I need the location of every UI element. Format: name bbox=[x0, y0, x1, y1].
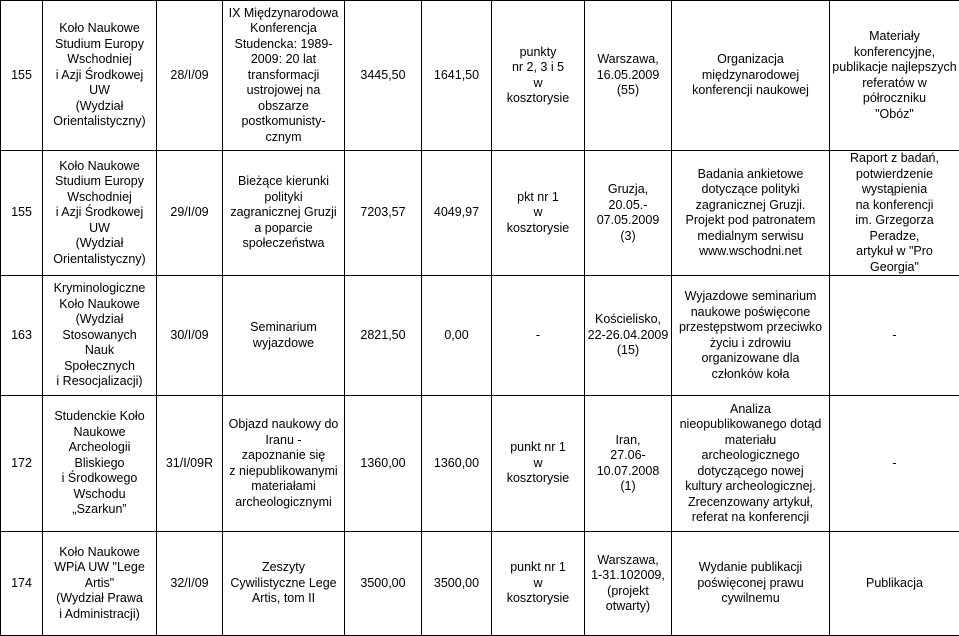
cell-number: 174 bbox=[1, 532, 43, 636]
cell-requested-amount: 3500,00 bbox=[345, 532, 422, 636]
cell-reference: 30/I/09 bbox=[157, 276, 223, 396]
cell-description: Wydanie publikacji poświęconej prawu cywilnemu bbox=[672, 532, 830, 636]
cell-title: Seminarium wyjazdowe bbox=[223, 276, 345, 396]
table-row bbox=[1, 532, 959, 636]
cell-place-date: Warszawa, 16.05.2009 (55) bbox=[585, 1, 672, 151]
cell-place-date: Gruzja, 20.05.- 07.05.2009 (3) bbox=[585, 151, 672, 276]
cell-title: Bieżące kierunki polityki zagranicznej Gruzji a poparcie społeczeństwa bbox=[223, 151, 345, 276]
cell-number: 155 bbox=[1, 1, 43, 151]
cell-outcome: - bbox=[830, 276, 959, 396]
cell-description: Wyjazdowe seminarium naukowe poświęcone przestępstwom przeciwko życiu i zdrowiu organizowane dla członków koła bbox=[672, 276, 830, 396]
cell-granted-amount: 4049,97 bbox=[422, 151, 492, 276]
table-row bbox=[1, 1, 959, 151]
cell-organization: Koło Naukowe Studium Europy Wschodniej i Azji Środkowej UW (Wydział Orientalistyczny) bbox=[43, 1, 157, 151]
cell-description: Analiza nieopublikowanego dotąd materiału archeologicznego dotyczącego nowej kultury archeologicznej. Zrecenzowany artykuł, referat na konferencji bbox=[672, 396, 830, 532]
cell-outcome: Materiały konferencyjne, publikacje najlepszych referatów w półroczniku "Obóz" bbox=[830, 1, 959, 151]
cell-organization: Studenckie Koło Naukowe Archeologii Bliskiego i Środkowego Wschodu „Szarkun” bbox=[43, 396, 157, 532]
cell-description: Organizacja międzynarodowej konferencji naukowej bbox=[672, 1, 830, 151]
cell-title: Zeszyty Cywilistyczne Lege Artis, tom II bbox=[223, 532, 345, 636]
cell-covered-items: pkt nr 1 w kosztorysie bbox=[492, 151, 585, 276]
table-row bbox=[1, 151, 959, 276]
cell-outcome: Publikacja bbox=[830, 532, 959, 636]
cell-requested-amount: 7203,57 bbox=[345, 151, 422, 276]
table-row bbox=[1, 396, 959, 532]
cell-description: Badania ankietowe dotyczące polityki zagranicznej Gruzji. Projekt pod patronatem medialnym serwisu www.wschodni.net bbox=[672, 151, 830, 276]
cell-place-date: Kościelisko, 22-26.04.2009 (15) bbox=[585, 276, 672, 396]
cell-granted-amount: 1360,00 bbox=[422, 396, 492, 532]
cell-organization: Kryminologiczne Koło Naukowe (Wydział Stosowanych Nauk Społecznych i Resocjalizacji) bbox=[43, 276, 157, 396]
cell-granted-amount: 1641,50 bbox=[422, 1, 492, 151]
cell-requested-amount: 2821,50 bbox=[345, 276, 422, 396]
cell-organization: Koło Naukowe WPiA UW "Lege Artis" (Wydział Prawa i Administracji) bbox=[43, 532, 157, 636]
cell-number: 172 bbox=[1, 396, 43, 532]
cell-covered-items: punkt nr 1 w kosztorysie bbox=[492, 532, 585, 636]
cell-number: 155 bbox=[1, 151, 43, 276]
cell-title: Objazd naukowy do Iranu - zapoznanie się z niepublikowanymi materiałami archeologicznymi bbox=[223, 396, 345, 532]
cell-covered-items: - bbox=[492, 276, 585, 396]
cell-place-date: Warszawa, 1-31.102009, (projekt otwarty) bbox=[585, 532, 672, 636]
cell-reference: 28/I/09 bbox=[157, 1, 223, 151]
table-row bbox=[1, 276, 959, 396]
cell-reference: 32/I/09 bbox=[157, 532, 223, 636]
cell-requested-amount: 1360,00 bbox=[345, 396, 422, 532]
cell-reference: 29/I/09 bbox=[157, 151, 223, 276]
cell-granted-amount: 0,00 bbox=[422, 276, 492, 396]
cell-covered-items: punkt nr 1 w kosztorysie bbox=[492, 396, 585, 532]
cell-requested-amount: 3445,50 bbox=[345, 1, 422, 151]
cell-covered-items: punkty nr 2, 3 i 5 w kosztorysie bbox=[492, 1, 585, 151]
cell-granted-amount: 3500,00 bbox=[422, 532, 492, 636]
cell-number: 163 bbox=[1, 276, 43, 396]
cell-outcome: Raport z badań, potwierdzenie wystąpienia na konferencji im. Grzegorza Peradze, artykuł w "Pro Georgia" bbox=[830, 151, 959, 276]
cell-outcome: - bbox=[830, 396, 959, 532]
cell-place-date: Iran, 27.06- 10.07.2008 (1) bbox=[585, 396, 672, 532]
cell-title: IX Międzynarodowa Konferencja Studencka: 1989- 2009: 20 lat transformacji ustrojowej na obszarze postkomunisty- cznym bbox=[223, 1, 345, 151]
cell-organization: Koło Naukowe Studium Europy Wschodniej i Azji Środkowej UW (Wydział Orientalistyczny) bbox=[43, 151, 157, 276]
cell-reference: 31/I/09R bbox=[157, 396, 223, 532]
